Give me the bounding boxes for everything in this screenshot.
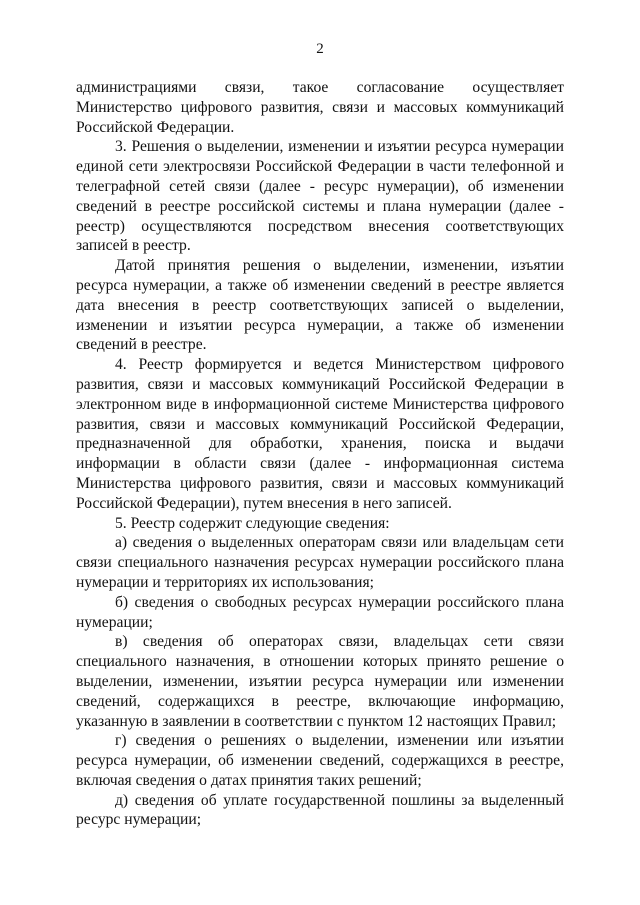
paragraph-item-3: 3. Решения о выделении, изменении и изъятии ресурса нумерации единой сети электросвязи Российской Федерации в части телефонной и телеграфной сетей связи (далее - ресурс нумерации), об изменении сведений в реестре российской системы и плана нумерации (далее - реестр) осуществляются посредством внесения соответствующих записей в реестр. — [76, 138, 564, 255]
paragraph-subitem-v: в) сведения об операторах связи, владельцах сети связи специального назначения, в отношении которых принято решение о выделении, изменении, изъятии ресурса нумерации или изменении сведений, содержащихся в реестре, включающие информацию, указанную в заявлении в соответствии с пунктом 12 настоящих Правил; — [76, 633, 564, 730]
paragraph-subitem-g: г) сведения о решениях о выделении, изменении или изъятии ресурса нумерации, об изменении сведений, содержащихся в реестре, включая сведения о датах принятия таких решений; — [76, 732, 564, 789]
paragraph-decision-date: Датой принятия решения о выделении, изменении, изъятии ресурса нумерации, а также об изменении сведений в реестре является дата внесения в реестр соответствующих записей о выделении, изменении и изъятии ресурса нумерации, а также об изменении сведений в реестре. — [76, 257, 564, 354]
document-body — [76, 78, 564, 830]
paragraph-continuation: администрациями связи, такое согласование осуществляет Министерство цифрового развития, связи и массовых коммуникаций Российской Федерации. — [76, 79, 564, 136]
paragraph-subitem-a: а) сведения о выделенных операторам связи или владельцам сети связи специального назначения ресурсах нумерации российского плана нумерации и территориях их использования; — [76, 534, 564, 591]
paragraph-item-4: 4. Реестр формируется и ведется Министерством цифрового развития, связи и массовых коммуникаций Российской Федерации в электронном виде в информационной системе Министерства цифрового развития, связи и массовых коммуникаций Российской Федерации, предназначенной для обработки, хранения, поиска и выдачи информации в области связи (далее - информационная система Министерства цифрового развития, связи и массовых коммуникаций Российской Федерации), путем внесения в него записей. — [76, 356, 564, 512]
paragraph-item-5: 5. Реестр содержит следующие сведения: — [115, 514, 390, 532]
paragraph-subitem-b: б) сведения о свободных ресурсах нумерации российского плана нумерации; — [76, 593, 564, 631]
paragraph-subitem-d: д) сведения об уплате государственной пошлины за выделенный ресурс нумерации; — [76, 791, 564, 829]
page-number: 2 — [316, 41, 324, 57]
